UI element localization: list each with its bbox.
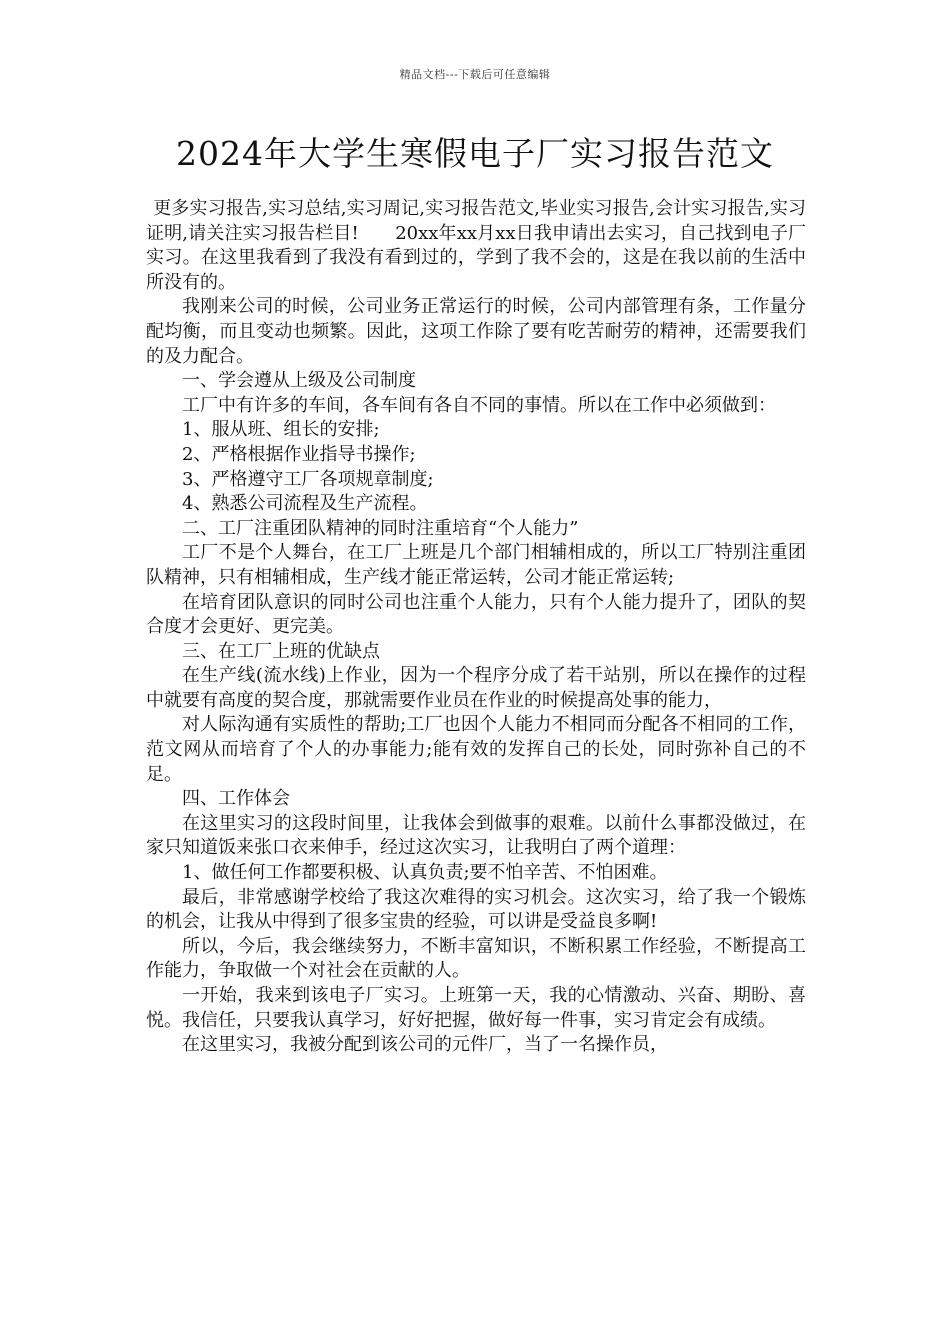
paragraph: 最后，非常感谢学校给了我这次难得的实习机会。这次实习，给了我一个锻炼的机会，让我从中得到了很多宝贵的经验，可以讲是受益良多啊! [146, 886, 806, 933]
paragraph: 更多实习报告,实习总结,实习周记,实习报告范文,毕业实习报告,会计实习报告,实习证明,请关注实习报告栏目! 20xx年xx月xx日我申请出去实习，自己找到电子厂实习。在这里我看到了我没有看到过的，学到了我不会的，这是在我以前的生活中所没有的。 [146, 198, 806, 293]
paragraph: 2、严格根据作业指导书操作; [182, 443, 416, 465]
document-title: 2024年大学生寒假电子厂实习报告范文 [176, 134, 774, 173]
paragraph: 1、服从班、组长的安排; [182, 419, 380, 441]
header-note: 精品文档---下载后可任意编辑 [399, 68, 551, 81]
paragraph: 一、学会遵从上级及公司制度 [182, 370, 416, 392]
paragraph: 我刚来公司的时候，公司业务正常运行的时候，公司内部管理有条，工作量分配均衡，而且变动也频繁。因此，这项工作除了要有吃苦耐劳的精神，还需要我们的及力配合。 [146, 296, 806, 367]
document-body [146, 197, 806, 1058]
paragraph: 在生产线(流水线)上作业，因为一个程序分成了若干站别，所以在操作的过程中就要有高度的契合度，那就需要作业员在作业的时候提高处事的能力， [146, 665, 806, 711]
paragraph: 二、工厂注重团队精神的同时注重培育“个人能力” [182, 517, 579, 539]
paragraph: 三、在工厂上班的优缺点 [182, 640, 380, 662]
paragraph: 1、做任何工作都要积极、认真负责;要不怕辛苦、不怕困难。 [182, 862, 668, 884]
paragraph: 四、工作体会 [182, 788, 290, 810]
paragraph: 在这里实习的这段时间里，让我体会到做事的艰难。以前什么事都没做过，在家只知道饭来张口衣来伸手，经过这次实习，让我明白了两个道理： [146, 812, 806, 859]
paragraph: 工厂中有许多的车间，各车间有各自不同的事情。所以在工作中必须做到： [182, 394, 776, 416]
paragraph: 对人际沟通有实质性的帮助;工厂也因个人能力不相同而分配各不相同的工作，范文网从而培育了个人的办事能力;能有效的发挥自己的长处，同时弥补自己的不足。 [146, 714, 806, 785]
paragraph: 在培育团队意识的同时公司也注重个人能力，只有个人能力提升了，团队的契合度才会更好、更完美。 [146, 591, 806, 638]
paragraph: 4、熟悉公司流程及生产流程。 [182, 493, 428, 515]
paragraph: 在这里实习，我被分配到该公司的元件厂，当了一名操作员， [182, 1034, 668, 1056]
paragraph: 一开始，我来到该电子厂实习。上班第一天，我的心情激动、兴奋、期盼、喜悦。我信任，只要我认真学习，好好把握，做好每一件事，实习肯定会有成绩。 [146, 985, 806, 1031]
paragraph: 所以，今后，我会继续努力，不断丰富知识，不断积累工作经验，不断提高工作能力，争取做一个对社会在贡献的人。 [146, 935, 806, 982]
paragraph: 3、严格遵守工厂各项规章制度; [182, 468, 434, 490]
paragraph: 工厂不是个人舞台，在工厂上班是几个部门相辅相成的，所以工厂特别注重团队精神，只有相辅相成，生产线才能正常运转，公司才能正常运转; [146, 542, 806, 588]
